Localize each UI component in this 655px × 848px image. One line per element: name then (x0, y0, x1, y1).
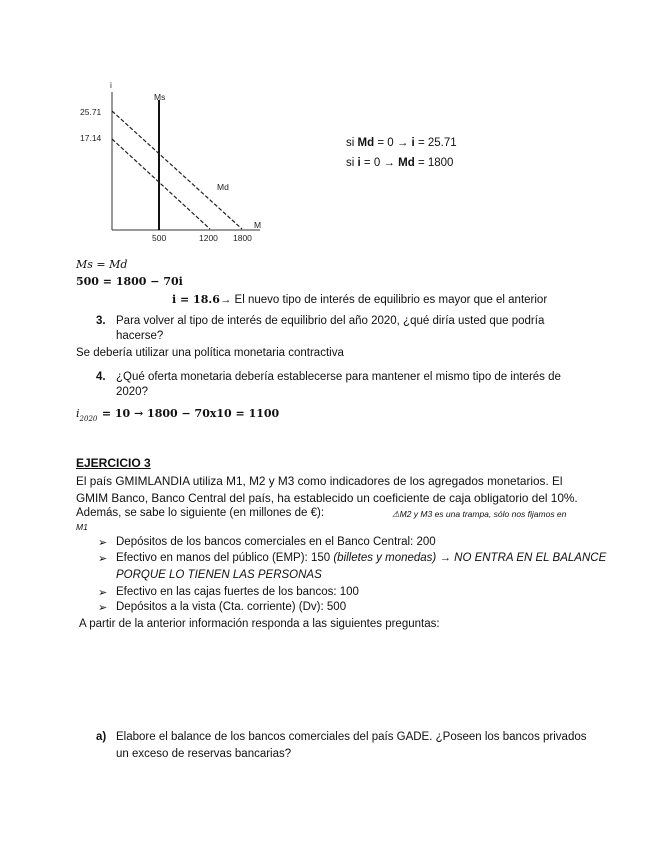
md-curve-old (112, 139, 210, 229)
side-note-1-i: i (411, 137, 415, 149)
side-note-2 (346, 157, 453, 169)
ejercicio3-title: EJERCICIO 3 (76, 456, 151, 470)
bullet-4-text: Depósitos a la vista (Cta. corriente) (Dv): 500 (116, 601, 347, 613)
side-note-2-md: Md (398, 157, 415, 169)
bullet-2-italic: (billetes y monedas) → NO ENTRA EN EL BALANCE (333, 552, 607, 564)
q4-number: 4. (96, 371, 106, 383)
equation-result (172, 290, 547, 308)
md-curve-new (112, 111, 242, 229)
qa-letter: a) (96, 731, 107, 743)
equation-result-text: → El nuevo tipo de interés de equilibrio es mayor que el anterior (219, 294, 548, 306)
md-label: Md (217, 182, 229, 192)
equation-500: 500 = 1800 − 70i (76, 275, 183, 288)
ejercicio3-intro: A partir de la anterior información responda a las siguientes preguntas: (79, 618, 440, 630)
ejercicio3-p2: GMIM Banco, Banco Central del país, ha establecido un coeficiente de caja obligatorio del 10%. (76, 491, 578, 505)
bullet-2-main: Efectivo en manos del público (EMP): 150 (116, 552, 331, 564)
bullet-icon-2: ➢ (98, 553, 108, 565)
qa-text-line2: un exceso de reservas bancarias? (116, 748, 292, 760)
ejercicio3-p1: El país GMIMLANDIA utiliza M1, M2 y M3 como indicadores de los agregados monetarios. El (76, 474, 563, 488)
side-note-1-mid: = 0 → (377, 137, 409, 149)
x-axis-label: M (254, 220, 262, 230)
bullet-3-text: Efectivo en las cajas fuertes de los bancos: 100 (116, 586, 359, 598)
q3-text-line1: Para volver al tipo de interés de equilibrio del año 2020, ¿qué diría usted que podría (116, 315, 545, 327)
money-market-graph (70, 78, 270, 248)
q3-number: 3. (96, 315, 106, 327)
ejercicio3-note: ⚠M2 y M3 es una trampa, sólo nos fijamos en (392, 509, 567, 519)
equation-i2020-body: = 10 → 1800 − 70x10 = 1100 (101, 407, 280, 420)
q4-text-line2: 2020? (116, 386, 148, 398)
q4-text-line1: ¿Qué oferta monetaria debería establecerse para mantener el mismo tipo de interés de (116, 371, 561, 383)
bullet-2-text (116, 552, 606, 564)
qa-text-line1: Elabore el balance de los bancos comerciales del país GADE. ¿Poseen los bancos privados (116, 731, 587, 743)
x-tick-1200: 1200 (199, 233, 218, 243)
ejercicio3-note-cont: M1 (76, 522, 88, 532)
q3-text-line2: hacerse? (116, 330, 164, 342)
equation-result-math: i = 18.6 (172, 293, 220, 306)
bullet-1-text: Depósitos de los bancos comerciales en el Banco Central: 200 (116, 536, 436, 548)
q3-answer: Se debería utilizar una política monetaria contractiva (76, 347, 344, 359)
y-tick-25-71: 25.71 (80, 107, 102, 117)
ms-label: Ms (154, 92, 166, 102)
side-note-2-prefix: si (346, 157, 355, 169)
equation-ms-md: Ms = Md (76, 258, 128, 271)
equation-i2020-sub: 2020 (79, 415, 98, 424)
side-note-1 (346, 137, 457, 149)
side-note-1-md: Md (357, 137, 375, 149)
x-tick-500: 500 (152, 233, 167, 243)
bullet-icon-3: ➢ (98, 587, 108, 599)
side-note-2-i: i (357, 157, 361, 169)
equation-i2020-var: i (76, 407, 80, 420)
equation-i2020 (76, 404, 279, 423)
side-note-2-result: = 1800 (417, 157, 454, 169)
bullet-icon-1: ➢ (98, 537, 108, 549)
side-note-1-result: = 25.71 (417, 137, 457, 149)
ejercicio3-p3: Además, se sabe lo siguiente (en millones de €): (76, 507, 325, 519)
y-axis-label: i (110, 80, 112, 90)
bullet-icon-4: ➢ (98, 602, 108, 614)
x-tick-1800: 1800 (233, 233, 252, 243)
bullet-2-italic-cont: PORQUE LO TIENEN LAS PERSONAS (116, 569, 322, 581)
side-note-2-mid: = 0 → (363, 157, 395, 169)
side-note-1-prefix: si (346, 137, 355, 149)
y-tick-17-14: 17.14 (80, 133, 102, 143)
